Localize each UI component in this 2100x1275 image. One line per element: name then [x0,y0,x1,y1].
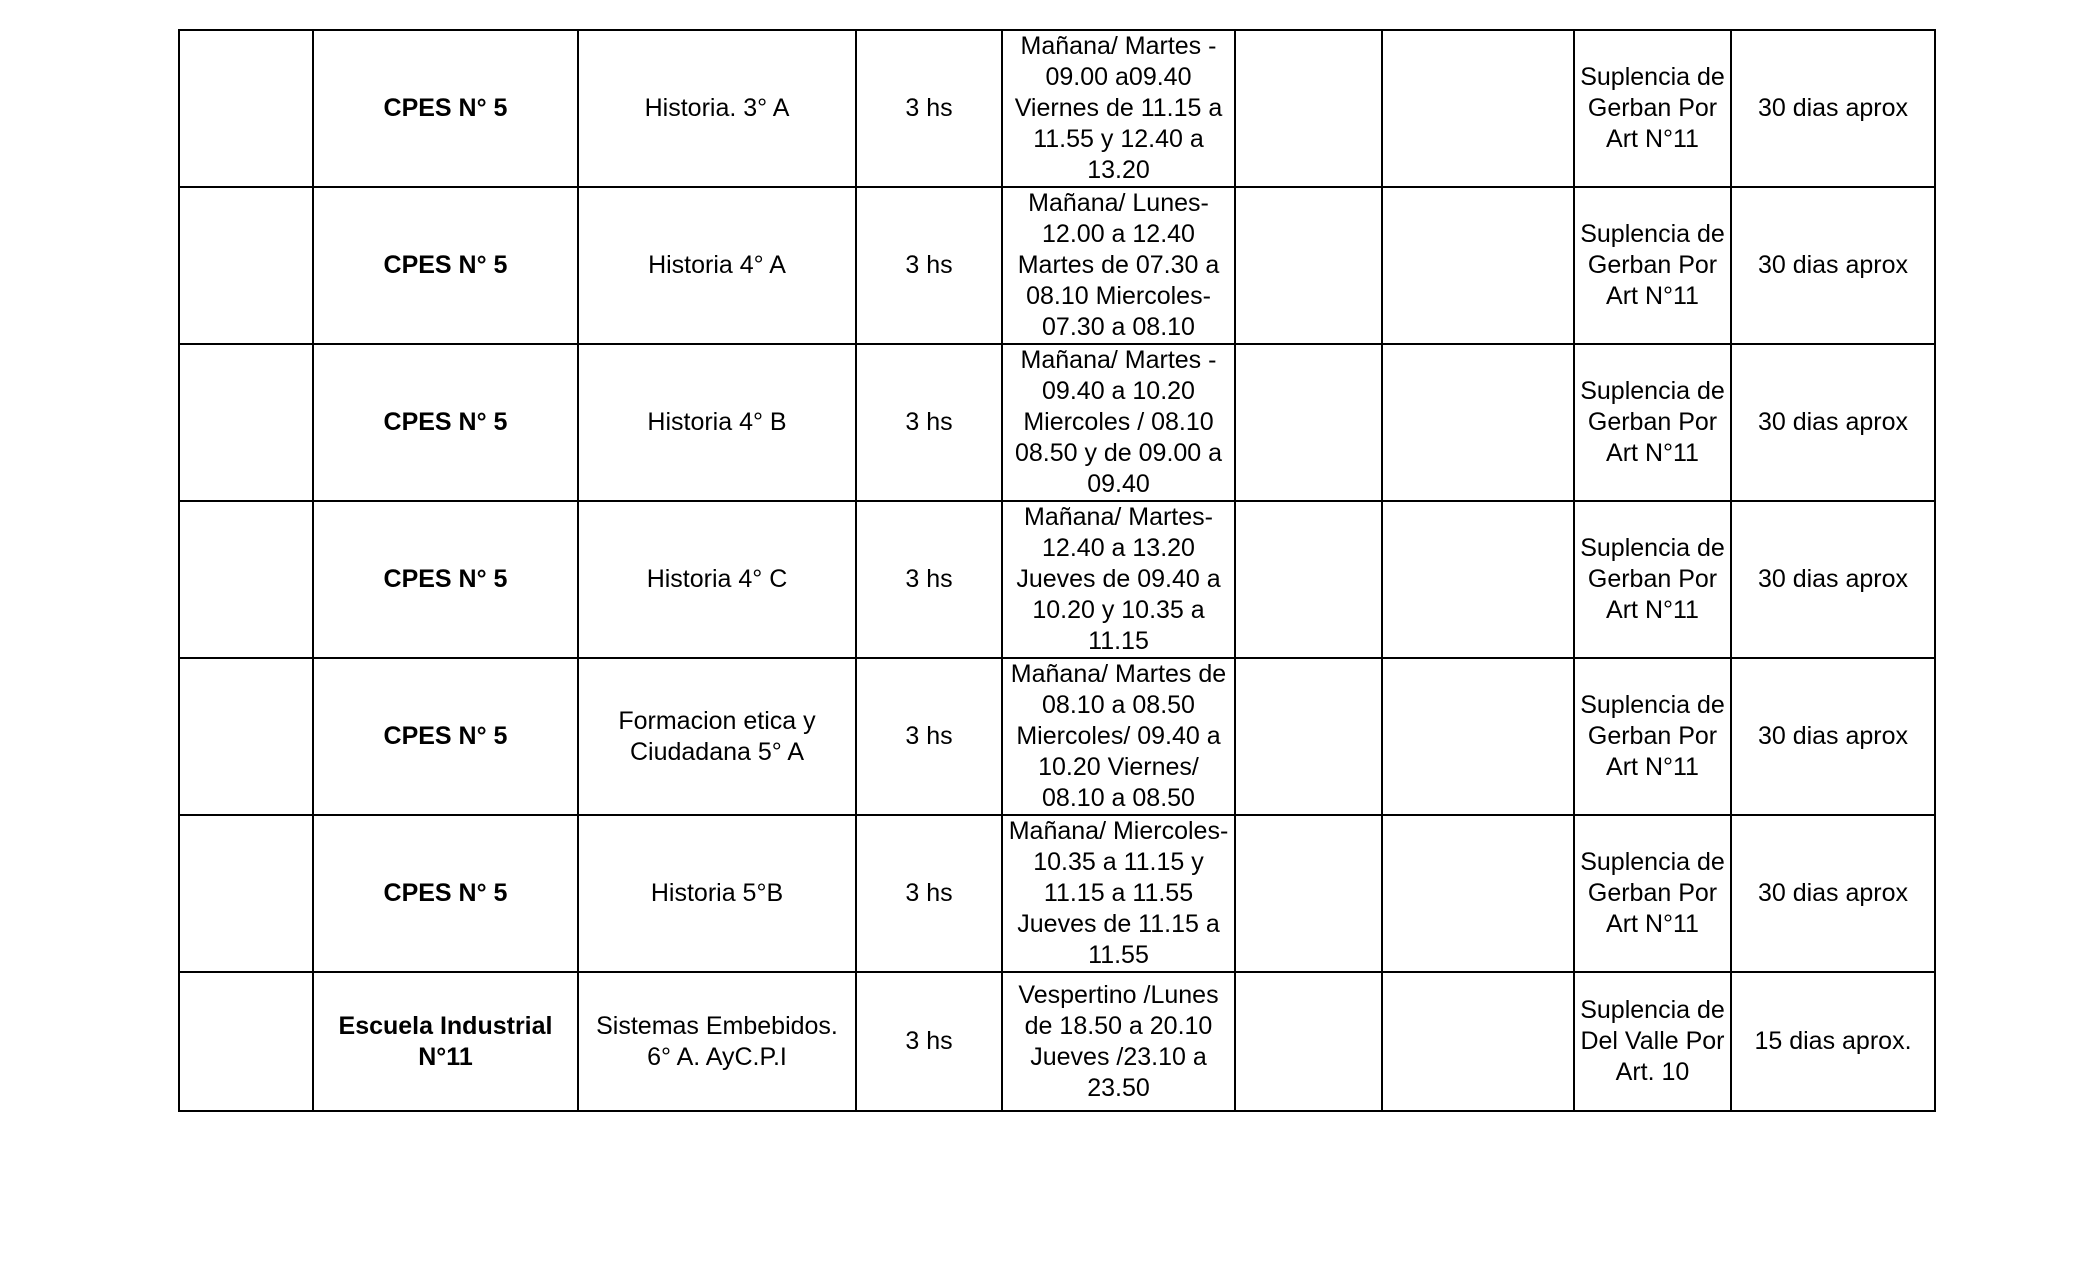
reason-cell: Suplencia de Gerban Por Art N°11 [1574,344,1731,501]
subject-cell: Sistemas Embebidos. 6° A. AyC.P.I [578,972,856,1111]
empty-cell [1235,187,1382,344]
hours-cell: 3 hs [856,187,1002,344]
duration-cell: 30 dias aprox [1731,344,1935,501]
empty-cell [1235,972,1382,1111]
subject-cell: Historia 4° B [578,344,856,501]
schedule-cell: Mañana/ Martes de 08.10 a 08.50 Miercoles/ 09.40 a 10.20 Viernes/ 08.10 a 08.50 [1002,658,1235,815]
school-cell: Escuela Industrial N°11 [313,972,578,1111]
empty-cell [179,972,313,1111]
duration-cell: 15 dias aprox. [1731,972,1935,1111]
hours-cell: 3 hs [856,658,1002,815]
schedule-cell: Vespertino /Lunes de 18.50 a 20.10 Jueves /23.10 a 23.50 [1002,972,1235,1111]
school-cell: CPES N° 5 [313,30,578,187]
duration-cell: 30 dias aprox [1731,658,1935,815]
empty-cell [179,658,313,815]
table-row [179,658,1935,815]
duration-cell: 30 dias aprox [1731,501,1935,658]
duration-cell: 30 dias aprox [1731,815,1935,972]
table-row [179,972,1935,1111]
empty-cell [1382,815,1574,972]
table-row [179,815,1935,972]
duration-cell: 30 dias aprox [1731,187,1935,344]
vacancy-table [178,29,1936,1112]
schedule-cell: Mañana/ Martes - 09.40 a 10.20 Miercoles / 08.10 08.50 y de 09.00 a 09.40 [1002,344,1235,501]
school-cell: CPES N° 5 [313,815,578,972]
hours-cell: 3 hs [856,344,1002,501]
table-row [179,30,1935,187]
schedule-cell: Mañana/ Lunes- 12.00 a 12.40 Martes de 07.30 a 08.10 Miercoles- 07.30 a 08.10 [1002,187,1235,344]
empty-cell [1382,30,1574,187]
empty-cell [1382,501,1574,658]
subject-cell: Formacion etica y Ciudadana 5° A [578,658,856,815]
reason-cell: Suplencia de Gerban Por Art N°11 [1574,658,1731,815]
schedule-cell: Mañana/ Martes- 12.40 a 13.20 Jueves de 09.40 a 10.20 y 10.35 a 11.15 [1002,501,1235,658]
school-cell: CPES N° 5 [313,501,578,658]
subject-cell: Historia. 3° A [578,30,856,187]
reason-cell: Suplencia de Gerban Por Art N°11 [1574,30,1731,187]
hours-cell: 3 hs [856,972,1002,1111]
school-cell: CPES N° 5 [313,344,578,501]
schedule-cell: Mañana/ Miercoles- 10.35 a 11.15 y 11.15 a 11.55 Jueves de 11.15 a 11.55 [1002,815,1235,972]
table-row [179,501,1935,658]
empty-cell [1235,658,1382,815]
empty-cell [179,187,313,344]
empty-cell [1235,30,1382,187]
empty-cell [179,344,313,501]
subject-cell: Historia 4° C [578,501,856,658]
reason-cell: Suplencia de Del Valle Por Art. 10 [1574,972,1731,1111]
subject-cell: Historia 5°B [578,815,856,972]
empty-cell [179,815,313,972]
empty-cell [1382,658,1574,815]
hours-cell: 3 hs [856,30,1002,187]
empty-cell [1382,187,1574,344]
empty-cell [1235,344,1382,501]
empty-cell [1382,972,1574,1111]
hours-cell: 3 hs [856,501,1002,658]
empty-cell [1382,344,1574,501]
subject-cell: Historia 4° A [578,187,856,344]
table-body [179,30,1935,1111]
empty-cell [179,501,313,658]
duration-cell: 30 dias aprox [1731,30,1935,187]
table-row [179,187,1935,344]
school-cell: CPES N° 5 [313,187,578,344]
empty-cell [179,30,313,187]
schedule-cell: Mañana/ Martes - 09.00 a09.40 Viernes de 11.15 a 11.55 y 12.40 a 13.20 [1002,30,1235,187]
table-row [179,344,1935,501]
reason-cell: Suplencia de Gerban Por Art N°11 [1574,501,1731,658]
empty-cell [1235,501,1382,658]
reason-cell: Suplencia de Gerban Por Art N°11 [1574,187,1731,344]
empty-cell [1235,815,1382,972]
hours-cell: 3 hs [856,815,1002,972]
reason-cell: Suplencia de Gerban Por Art N°11 [1574,815,1731,972]
school-cell: CPES N° 5 [313,658,578,815]
